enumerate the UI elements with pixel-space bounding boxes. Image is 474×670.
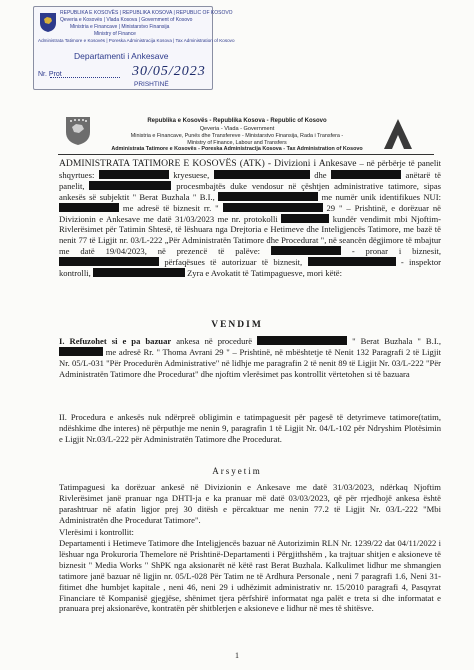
redaction bbox=[214, 170, 310, 179]
intro-title: ADMINISTRATA TATIMORE E KOSOVËS (ATK) - Divizioni i Ankesave bbox=[59, 158, 357, 169]
arsyetim-paragraph-1: Tatimpaguesi ka dorëzuar ankesë në Divizionin e Ankesave me datë 31/03/2023, ndërkaq Njoftim Rivlerësimet janë pranuar nga DHTI-ja e ka pranuar më datë 03/03/2023, që për rrjedhojë ankesa është parashtruar në afatin ligjor prej 30 ditësh e përcaktuar me nenin 77.2 të Ligjit Nr. 03/L-222 "Mbi Administratën dhe Procedurat Tatimore". bbox=[59, 482, 441, 525]
intro-text: Zyra e Avokatit të Tatimpaguesve, mori këtë: bbox=[187, 268, 342, 279]
redaction bbox=[223, 203, 323, 212]
intro-text: me adresë të biznesit rr. " bbox=[122, 202, 219, 213]
intro-text: - pronar i biznesit, bbox=[351, 246, 441, 257]
intro-text: kryesuese, bbox=[173, 169, 210, 180]
intro-text: anëtarë të panelit, bbox=[59, 169, 441, 191]
redaction bbox=[93, 268, 185, 277]
intro-paragraph bbox=[59, 158, 441, 279]
stamp-line: REPUBLIKA E KOSOVËS | REPUBLIKA KOSOVA | REPUBLIC OF KOSOVO bbox=[60, 10, 233, 16]
redaction bbox=[331, 170, 401, 179]
header-line: Ministry of Finance, Labour and Transfers bbox=[187, 140, 287, 146]
arsyetim-subheading: Vlerësimi i kontrollit: bbox=[59, 527, 134, 537]
vendim-text: " Berat Buzhala " B.I., bbox=[352, 336, 441, 346]
vendim-text: me adresë Rr. " Thoma Avrani 29 " – Prishtinë, në mbështetje të Nenit 132 Paragrafi 2 të Ligjit Nr. 05/L-031 "Për Procedurën Administrative" në lidhje me paragrafin 2 të nenit 89 të Ligjit Nr. 03/L-222 "Për Administratën Tatimore dhe Procedurat" dhe njoftim vlerësimet pas kontrollit vërtetohen si të bazuara bbox=[59, 346, 442, 379]
redaction bbox=[271, 246, 341, 255]
redaction bbox=[281, 214, 329, 223]
redaction bbox=[59, 203, 119, 212]
intro-text: përfaqësues të autorizuar të biznesit, bbox=[164, 257, 303, 268]
header-line: Qeveria - Vlada - Government bbox=[199, 126, 275, 132]
header-line: Administrata Tatimore e Kosovës - Poreska Administracija Kosova - Tax Administration of Kosovo bbox=[111, 146, 363, 152]
redaction bbox=[59, 257, 159, 266]
intro-text: procesmbajtës duke vendosur në çështjen administrative tatimore, sipas ankesës së subjektit " Berat Buzhala " B.I., bbox=[59, 180, 441, 202]
page-number: 1 bbox=[235, 651, 239, 660]
redaction bbox=[308, 257, 396, 266]
vendim-lead: I. Refuzohet si e pa bazuar bbox=[59, 336, 172, 346]
header-divider bbox=[58, 154, 434, 155]
intro-text: 29 " – Prishtinë, e dorëzuar në Divizionin e Ankesave me datë 31/03/2023 me nr. protokolli bbox=[59, 202, 441, 224]
stamp-nr-label: Nr. Prot bbox=[38, 71, 62, 78]
stamp-line: Qeveria e Kosovës | Vlada Kosova | Government of Kosovo bbox=[60, 17, 193, 23]
stamp-department: Departamenti i Ankesave bbox=[74, 51, 169, 61]
header-line: Republika e Kosovës - Republika Kosova - Republic of Kosovo bbox=[147, 118, 327, 124]
intro-text: - inspektor kontrolli, bbox=[59, 257, 441, 279]
vendim-paragraph-1 bbox=[59, 336, 441, 380]
stamp-city: PRISHTINË bbox=[134, 81, 169, 88]
stamp-line: Ministria e Financave | Ministarstvo Finansija bbox=[70, 24, 170, 30]
arsyetim-paragraph-2: Departamenti i Hetimeve Tatimore dhe Inteligjencës bazuar në Autorizimin RLN Nr. 1239/22 dat 04/11/2022 i lëshuar nga Prokuroria Themelore në Prishtinë-Departamenti i Përgjithshëm , ka trajtuar shitjen e aksioneve të biznesit " Media Works " ShPK nga aksionarët në këtë rast Berat Buzhala. Kalkulimet lidhur me shmangien tatimore janë bazuar në ligjin nr. 05/L-028 Për Tatim ne të Ardhura Personale , neni 7 paragrafi 1.6, Neni 31-fitimet dhe humbjet kapitale , neni 46, neni 29 i udhëzimit administrativ nr. 15/2010 paragrafi 4, Pasqyrat Financiare të Kompanisë gjegjëse, shënimet tjera përfshirë informatat nga palët e treta si dhe informatat e pranuara prej aksionarëve, kontratën për shitblerjen e aksioneve e lidhur në mes të shitësve. bbox=[59, 538, 441, 614]
intro-text: kundër vendimit mbi Njoftim-Rivlerësimet për Tatimin Shtesë, të lëshuara nga Drejtoria e Hetimeve dhe Inteligjencës Tatimore, me bazë të nenit 77 të Ligjit nr. 03/L-222 „Për Administratën Tatimore dhe Procedurat ", në seancën dëgjimore të mbajtur me datë 19/04/2023, në prezencë të palëve: bbox=[59, 213, 441, 257]
kosovo-emblem-icon bbox=[38, 11, 58, 33]
redaction bbox=[59, 347, 103, 356]
section-heading-arsyetim: Arsyetim bbox=[212, 466, 262, 476]
stamp-nr-line bbox=[50, 77, 120, 78]
redaction bbox=[218, 192, 318, 201]
intro-text: – në përbërje të panelit shqyrtues: bbox=[59, 158, 441, 180]
redaction bbox=[257, 336, 347, 345]
received-stamp bbox=[33, 6, 235, 90]
vendim-paragraph-2: II. Procedura e ankesës nuk ndërpreë obligimin e tatimpaguesit për pagesë të detyrimeve tatimore(tatim, ndëshkime dhe interes) në përputhje me nenin 9, paragrafin 1 të Ligjit Nr. 04/L-102 për Ndryshim Plotësimin e Ligjit Nr.03/L-222 për Administratën Tatimore dhe Procedurat. bbox=[59, 412, 441, 444]
vendim-text: ankesa në procedurë bbox=[176, 336, 253, 346]
redaction bbox=[99, 170, 169, 179]
intro-text: me numër unik identifikues NUI: bbox=[321, 191, 442, 202]
stamp-line: Ministry of Finance bbox=[94, 31, 136, 37]
stamp-line: Administrata Tatimore e Kosovës | Poreska Administracija Kosova | Tax Administration of Kosovo bbox=[38, 38, 235, 43]
stamp-date: 30/05/2023 bbox=[132, 64, 206, 79]
redaction bbox=[89, 181, 171, 190]
header-line: Ministria e Financave, Punës dhe Transfereve - Ministarstvo Finansija, Rada i Transfera - bbox=[130, 133, 344, 139]
section-heading-vendim: VENDIM bbox=[211, 320, 263, 330]
intro-text: dhe bbox=[314, 169, 327, 180]
